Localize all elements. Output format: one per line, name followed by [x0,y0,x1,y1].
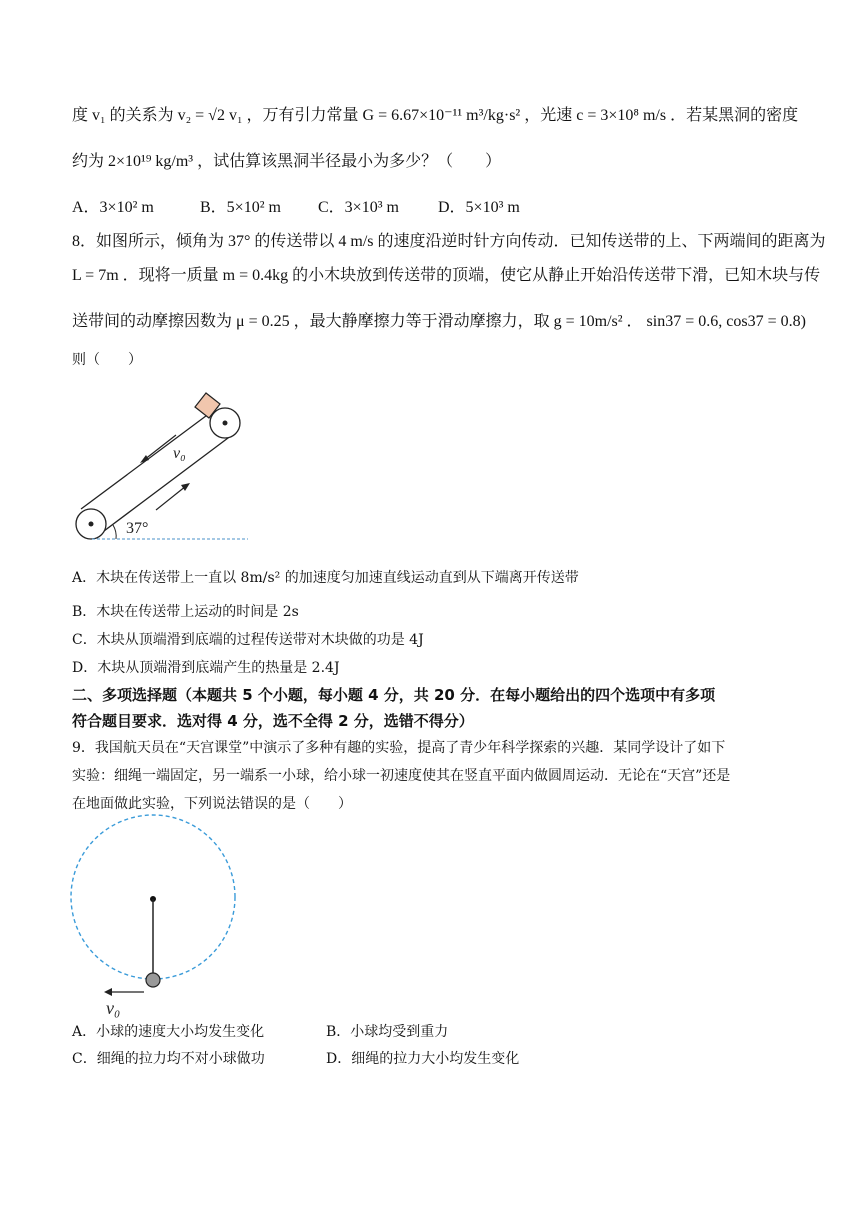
q7-option-c: C．3×10³ m [318,199,399,216]
q9-option-c: C．细绳的拉力均不对小球做功 [72,1051,265,1067]
q9-stem-line-1: 9．我国航天员在“天宫课堂”中演示了多种有趣的实验，提高了青少年科学探索的兴趣．某同学设计了如下 [72,740,726,756]
q9-option-a: A．小球的速度大小均发生变化 [72,1024,265,1040]
belt-edge-lower [96,435,232,537]
upper-pulley-axle [223,421,228,426]
q9-stem-line-3: 在地面做此实验，下列说法错误的是（ ） [72,796,352,812]
q9-option-b: B．小球均受到重力 [326,1024,449,1040]
q9-stem-line-2: 实验：细绳一端固定，另一端系一小球，给小球一初速度使其在竖直平面内做圆周运动．无论在“天宫”还是 [72,768,731,784]
q7-option-d: D．5×10³ m [438,199,520,216]
q7-stem-line-1: 度 v₁ 的关系为 v₂ = √2 v₁ ，万有引力常量 G = 6.67×10⁻¹¹ m³/kg·s² ，光速 c = 3×10⁸ m/s ．若某黑洞的密度 [72,107,799,124]
belt-motion-arrow-up [156,486,186,510]
ball [146,973,160,987]
angle-label: 37° [126,520,149,537]
arrow-head-left-icon [104,988,112,996]
arrow-head-up-icon [181,483,190,491]
q8-stem-line-2: L = 7m ．现将一质量 m = 0.4kg 的小木块放到传送带的顶端，使它从静止开始沿传送带下滑，已知木块与传 [72,267,821,284]
q7-stem-line-2: 约为 2×10¹⁹ kg/m³ ，试估算该黑洞半径最小为多少？（ ） [72,153,502,170]
velocity-label: v₀ [173,445,186,462]
circular-motion-figure [68,812,248,1017]
q8-stem-line-3: 送带间的动摩擦因数为 μ = 0.25 ，最大静摩擦力等于滑动摩擦力，取 g = 10m/s² ． sin37 = 0.6, cos37 = 0.8) [72,313,806,330]
q8-option-d: D．木块从顶端滑到底端产生的热量是 2.4J [72,660,340,676]
conveyor-belt-figure [60,385,260,550]
section-2-heading-line-2: 符合题目要求．选对得 4 分，选不全得 2 分，选错不得分） [72,712,474,730]
q8-option-b: B．木块在传送带上运动的时间是 2s [72,604,299,620]
q9-option-d: D．细绳的拉力大小均发生变化 [326,1051,520,1067]
q8-option-a: A．木块在传送带上一直以 8m/s² 的加速度匀加速直线运动直到从下端离开传送带 [72,570,579,586]
belt-edge-upper [81,407,218,509]
angle-arc [113,525,116,539]
ball-velocity-label: v₀ [106,998,121,1018]
q7-option-a: A．3×10² m [72,199,154,216]
section-2-heading-line-1: 二、多项选择题（本题共 5 个小题，每小题 4 分，共 20 分．在每小题给出的四个选项中有多项 [72,686,716,704]
q8-stem-line-4: 则（ ） [72,352,142,368]
q8-stem-line-1: 8．如图所示，倾角为 37° 的传送带以 4 m/s 的速度沿逆时针方向传动．已知传送带的上、下两端间的距离为 [72,233,826,250]
q8-option-c: C．木块从顶端滑到底端的过程传送带对木块做的功是 4J [72,632,424,648]
lower-pulley-axle [89,522,94,527]
q7-option-b: B．5×10² m [200,199,281,216]
belt-velocity-arrow-down [144,435,176,460]
